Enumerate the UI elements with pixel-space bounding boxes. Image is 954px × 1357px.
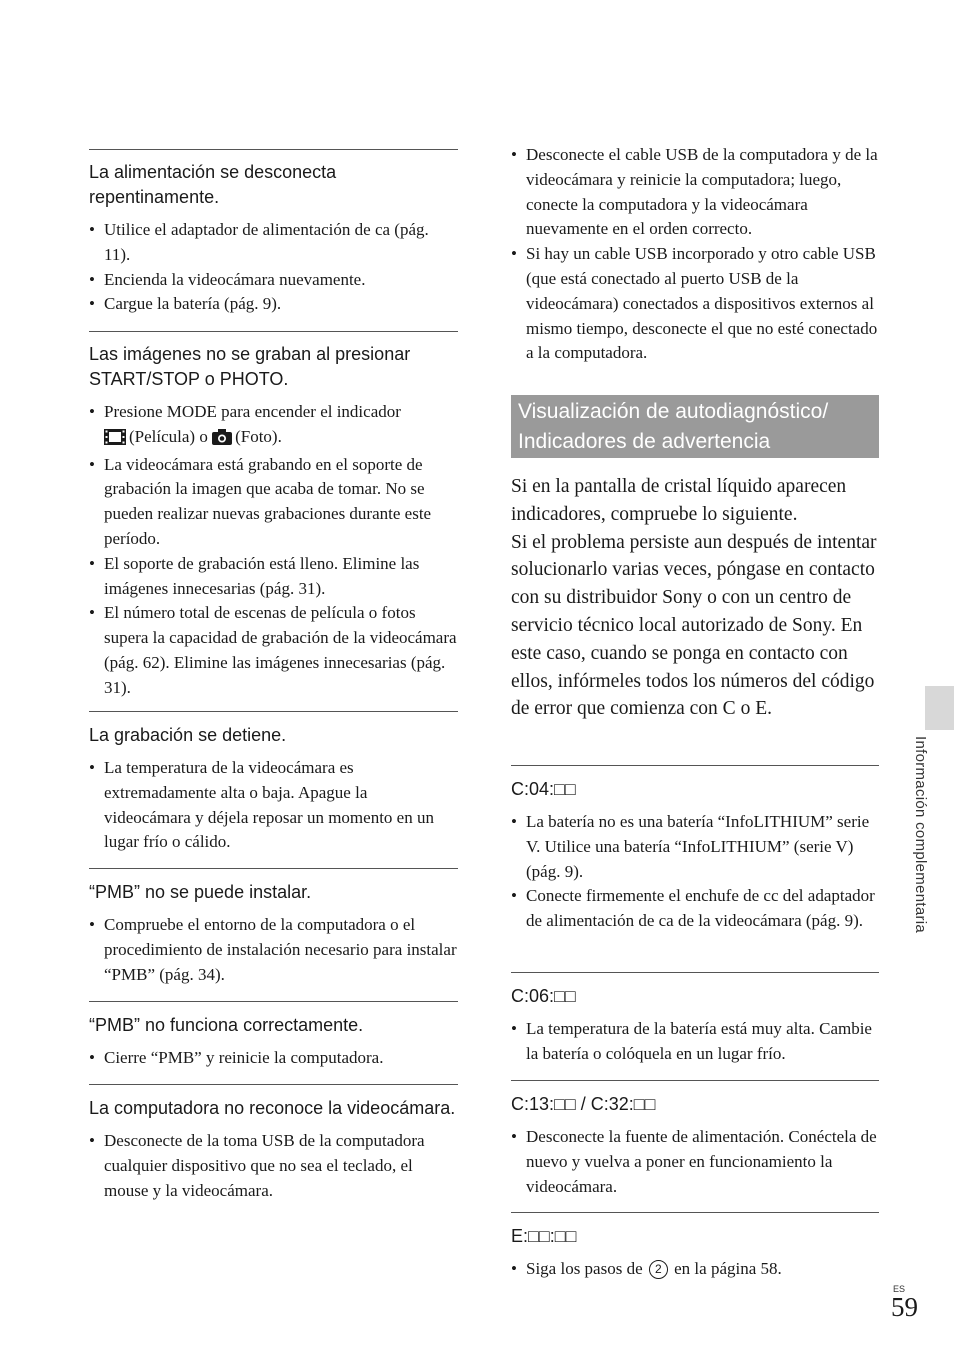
bullet-list xyxy=(89,1046,458,1071)
bullet-list xyxy=(89,400,458,701)
bullet-text: (Foto). xyxy=(235,426,282,446)
chapter-side-label: Información complementaria xyxy=(912,736,929,934)
list-item: • El soporte de grabación está lleno. Elimine las imágenes innecesarias (pág. 31). xyxy=(89,552,458,602)
movie-icon xyxy=(104,428,126,453)
step-number-icon: 2 xyxy=(649,1260,668,1279)
bullet-list xyxy=(89,913,458,987)
page-language: ES xyxy=(893,1284,906,1294)
section-heading: Las imágenes no se graban al presionar START/STOP o PHOTO. xyxy=(89,344,411,389)
section-heading: La grabación se detiene. xyxy=(89,725,287,745)
section-code-e xyxy=(511,1212,879,1282)
bullet-list xyxy=(511,1257,879,1282)
intro-paragraph: Si el problema persiste aun después de intentar solucionarlo varias veces, póngase en contacto con su distribuidor Sony o con un centro de servicio técnico local autorizado de Sony. En este caso, cuando se ponga en contacto con ellos, infórmeles todos los números del código de error que comienza con C o E. xyxy=(511,531,877,720)
bullet-list xyxy=(511,810,879,934)
intro-paragraph: Si en la pantalla de cristal líquido aparecen indicadores, compruebe lo siguiente. xyxy=(511,476,847,525)
section-recording-stops xyxy=(89,711,458,855)
section-heading: “PMB” no funciona correctamente. xyxy=(89,1015,364,1035)
list-item: • Conecte firmemente el enchufe de cc del adaptador de alimentación de ca de la videocámara (pág. 9). xyxy=(511,884,879,934)
bullet-text: (Película) o xyxy=(129,426,208,446)
list-item: • Desconecte la fuente de alimentación. Conéctela de nuevo y vuelva a poner en funcionamiento la videocámara. xyxy=(511,1125,879,1199)
bullet-text: en la página 58. xyxy=(674,1259,782,1278)
section-code-c06 xyxy=(511,972,879,1067)
list-item: • La videocámara está grabando en el soporte de grabación la imagen que acaba de tomar. No se pueden realizar nuevas grabaciones durante este período. xyxy=(89,453,458,552)
bullet-list xyxy=(511,143,879,366)
list-item: • Encienda la videocámara nuevamente. xyxy=(89,268,458,293)
section-banner xyxy=(511,395,879,458)
list-item: • Utilice el adaptador de alimentación de ca (pág. 11). xyxy=(89,218,458,268)
section-heading: La computadora no reconoce la videocámara. xyxy=(89,1098,456,1118)
list-item: • Si hay un cable USB incorporado y otro cable USB (que está conectado al puerto USB de la videocámara) conectados a dispositivos externos al mismo tiempo, desconecte el que no esté conectado a la computadora. xyxy=(511,242,879,366)
code-heading: E:□□:□□ xyxy=(511,1226,577,1246)
list-item: • Cierre “PMB” y reinicie la computadora. xyxy=(89,1046,458,1071)
section-code-c04 xyxy=(511,765,879,934)
bullet-list xyxy=(89,756,458,855)
code-heading: C:13:□□ / C:32:□□ xyxy=(511,1094,656,1114)
list-item: • La temperatura de la batería está muy alta. Cambie la batería o colóquela en un lugar frío. xyxy=(511,1017,879,1067)
code-heading: C:06:□□ xyxy=(511,986,576,1006)
bullet-list xyxy=(89,218,458,317)
bullet-text: Siga los pasos de xyxy=(526,1259,643,1278)
page-number: 59 xyxy=(891,1292,918,1322)
section-pc-not-recognize xyxy=(89,1084,458,1203)
list-item: • La batería no es una batería “InfoLITHIUM” serie V. Utilice una batería “InfoLITHIUM” (serie V) (pág. 9). xyxy=(511,810,879,884)
list-item: • Compruebe el entorno de la computadora o el procedimiento de instalación necesario para instalar “PMB” (pág. 34). xyxy=(89,913,458,987)
list-item: • Cargue la batería (pág. 9). xyxy=(89,292,458,317)
bullet-list xyxy=(89,1129,458,1203)
section-code-c13-c32 xyxy=(511,1080,879,1199)
camera-icon xyxy=(212,428,232,453)
code-heading: C:04:□□ xyxy=(511,779,576,799)
list-item: • Desconecte el cable USB de la computadora y de la videocámara y reinicie la computadora; luego, conecte la computadora y la videocámara nuevamente en el orden correcto. xyxy=(511,143,879,242)
bullet-list xyxy=(511,1017,879,1067)
section-no-record xyxy=(89,331,458,701)
bullet-list xyxy=(511,1125,879,1199)
chapter-tab-marker xyxy=(925,686,954,730)
list-item: • La temperatura de la videocámara es extremadamente alta o baja. Apague la videocámara y déjela reposar un momento en un lugar frío o cálido. xyxy=(89,756,458,855)
section-usb-continued xyxy=(511,143,879,366)
section-pmb-install xyxy=(89,868,458,987)
section-heading: La alimentación se desconecta repentinamente. xyxy=(89,162,337,207)
list-item: • Desconecte de la toma USB de la computadora cualquier dispositivo que no sea el teclado, el mouse y la videocámara. xyxy=(89,1129,458,1203)
intro-text xyxy=(511,473,879,723)
section-power-off xyxy=(89,149,458,317)
banner-title-line1: Visualización de autodiagnóstico/ xyxy=(518,400,829,423)
list-item xyxy=(89,400,458,453)
bullet-text: Presione MODE para encender el indicador xyxy=(104,402,401,421)
banner-title-line2: Indicadores de advertencia xyxy=(518,430,771,453)
section-heading: “PMB” no se puede instalar. xyxy=(89,882,312,902)
list-item: • El número total de escenas de película o fotos supera la capacidad de grabación de la videocámara (pág. 62). Elimine las imágenes innecesarias (pág. 31). xyxy=(89,601,458,700)
section-pmb-malfunction xyxy=(89,1001,458,1071)
list-item xyxy=(511,1257,879,1282)
